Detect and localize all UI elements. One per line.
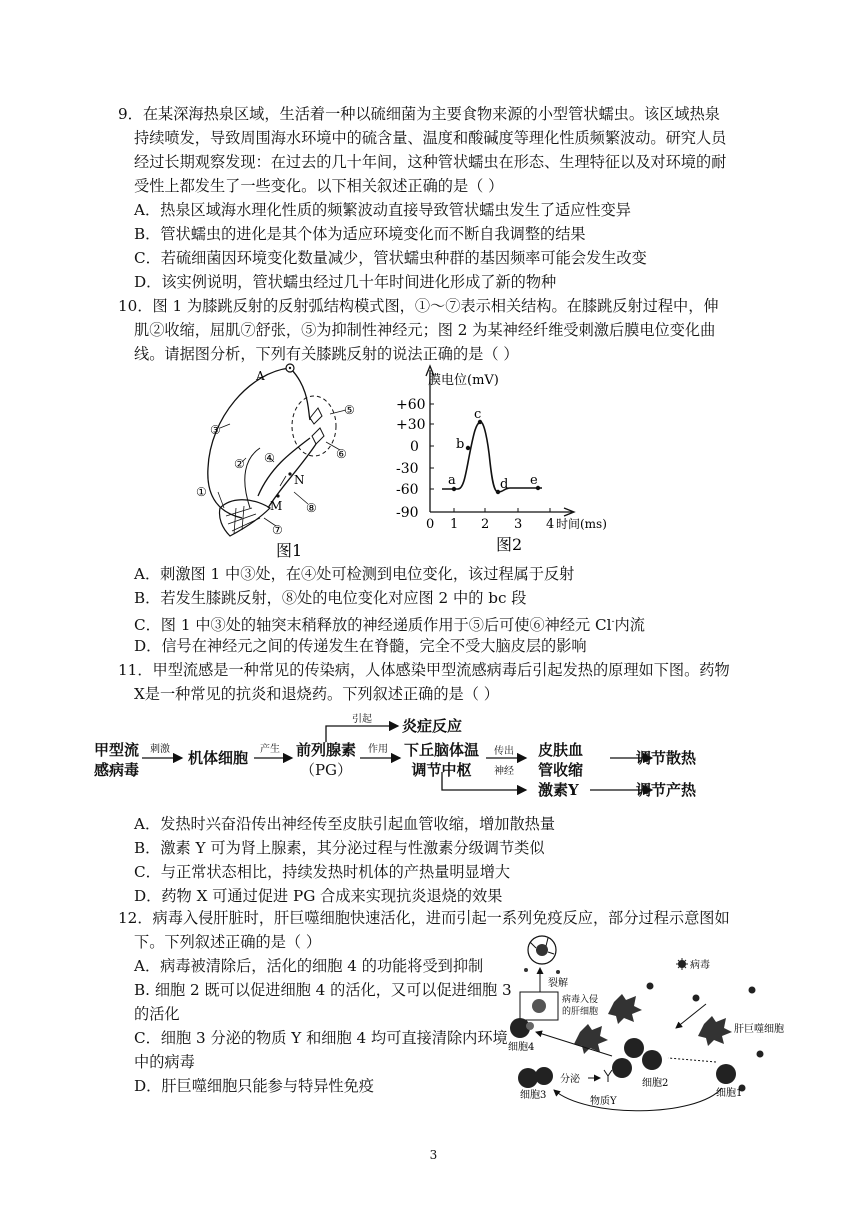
q10-stem-line: 线。请据图分析，下列有关膝跳反射的说法正确的是（ ）: [134, 345, 519, 363]
fig1-label-2: ②: [234, 457, 245, 471]
membrane-potential-chart: [392, 362, 632, 558]
q12-option-b: B. 细胞 2 既可以促进细胞 4 的活化，又可以促进细胞 3: [134, 981, 512, 999]
q10-stem-line: 肌②收缩，屈肌⑦舒张，⑤为抑制性神经元；图 2 为某神经纤维受刺激后膜电位变化曲: [134, 321, 716, 339]
q12-option-c-cont: 中的病毒: [134, 1053, 195, 1071]
q10-option-c-sup: -: [611, 617, 615, 627]
fig2-xtick: 2: [481, 517, 490, 532]
q9-option-a: A．热泉区域海水理化性质的频繁波动直接导致管状蠕虫发生了适应性变异: [134, 201, 631, 219]
q12-option-a: A．病毒被清除后，活化的细胞 4 的功能将受到抑制: [134, 957, 484, 975]
fig1-label-5: ⑤: [344, 403, 355, 417]
q10-option-d: D．信号在神经元之间的传递发生在脊髓，完全不受大脑皮层的影响: [134, 637, 587, 655]
cell3-label: 细胞3: [520, 1090, 547, 1101]
reflex-arc-diagram: [190, 358, 370, 560]
fig2-xtick: 4: [546, 517, 555, 532]
immune-response-diagram: [496, 928, 786, 1114]
q11-option-d: D．药物 X 可通过促进 PG 合成来实现抗炎退烧的效果: [134, 887, 503, 905]
q12-option-c: C．细胞 3 分泌的物质 Y 和细胞 4 均可直接清除内环境: [134, 1029, 508, 1047]
q10-option-c-tail: 内流: [614, 616, 645, 635]
q10-option-a: A．刺激图 1 中③处，在④处可检测到电位变化，该过程属于反射: [134, 565, 575, 583]
q10-option-c-text: C．图 1 中③处的轴突末稍释放的神经递质作用于⑤后可使⑥神经元 Cl: [134, 616, 612, 635]
q9-stem-line: 受性上都发生了一些变化。以下相关叙述正确的是（ ）: [134, 177, 504, 195]
secrete-label: 分泌: [560, 1074, 580, 1085]
fig1-label-a: A: [256, 369, 265, 383]
q10-option-b: B．若发生膝跳反射，⑧处的电位变化对应图 2 中的 bc 段: [134, 589, 527, 607]
flow-text: （PG）: [299, 761, 353, 779]
lyse-label: 裂解: [548, 978, 568, 989]
q12-option-b-cont: 的活化: [134, 1005, 180, 1023]
flow-text: 管收缩: [538, 761, 584, 779]
q12-option-d: D．肝巨噬细胞只能参与特异性免疫: [134, 1077, 374, 1095]
fig2-xlabel: 时间(ms): [556, 517, 607, 531]
flow-edge-efferent: 传出: [494, 746, 514, 757]
q11-option-b: B．激素 Y 可为肾上腺素，其分泌过程与性激素分级调节类似: [134, 839, 545, 857]
flow-edge-act: 作用: [368, 744, 388, 755]
substance-y-label: 物质Y: [590, 1096, 617, 1107]
flow-node-hormone-y: 激素Y: [538, 781, 579, 799]
fig2-caption: 图2: [496, 535, 523, 554]
q9-stem-line: 持续喷发，导致周围海水环境中的硫含量、温度和酸碱度等理化性质频繁波动。研究人员: [134, 129, 727, 147]
q11-option-a: A．发热时兴奋沿传出神经传至皮肤引起血管收缩，增加散热量: [134, 815, 556, 833]
fig2-ytick: -30: [396, 461, 419, 477]
q11-stem-line: X是一种常见的抗炎和退烧药。下列叙述正确的是（ ）: [134, 685, 499, 703]
fig1-label-6: ⑥: [336, 447, 347, 461]
flow-text: 感病毒: [94, 761, 140, 779]
q9-option-c: C．若硫细菌因环境变化数量减少，管状蠕虫种群的基因频率可能会发生改变: [134, 249, 647, 267]
flow-text: 甲型流: [94, 741, 140, 759]
fig2-point-a: a: [448, 473, 456, 488]
flow-node-inflammation: 炎症反应: [402, 717, 463, 735]
infected-cell-label-1: 病毒入侵: [562, 995, 599, 1005]
virus-icon: [676, 958, 688, 970]
flow-edge-produce: 产生: [260, 744, 280, 755]
fig1-label-7: ⑦: [272, 523, 283, 537]
fig2-xtick: 1: [450, 517, 459, 532]
q11-stem-line: 11．甲型流感是一种常见的传染病，人体感染甲型流感病毒后引起发热的原理如下图。药物: [118, 661, 730, 679]
q9-option-d: D．该实例说明，管状蠕虫经过几十年时间进化形成了新的物种: [134, 273, 557, 291]
infected-cell-label-2: 的肝细胞: [562, 1007, 599, 1017]
fig2-point-c: c: [474, 407, 482, 422]
q12-stem-line: 下。下列叙述正确的是（ ）: [134, 933, 322, 951]
flow-edge-cause: 引起: [352, 714, 372, 725]
q9-option-b: B．管状蠕虫的进化是其个体为适应环境变化而不断自我调整的结果: [134, 225, 586, 243]
fig2-ytick: -60: [396, 482, 419, 498]
q9-stem-line: 9．在某深海热泉区域，生活着一种以硫细菌为主要食物来源的小型管状蠕虫。该区域热泉: [118, 105, 720, 123]
flow-node-prostaglandin: [296, 740, 356, 780]
fig1-label-3: ③: [210, 423, 221, 437]
fig2-ytick: 0: [410, 439, 419, 455]
fig1-caption: 图1: [276, 541, 303, 560]
flow-arrows: [90, 708, 710, 808]
flow-text: 前列腺素: [296, 741, 357, 759]
q11-option-c: C．与正常状态相比，持续发热时机体的产热量明显增大: [134, 863, 511, 881]
fig2-ytick: +60: [396, 397, 426, 413]
fig2-xtick: 0: [426, 517, 435, 532]
q10-stem-line: 10．图 1 为膝跳反射的反射弧结构模式图，①～⑦表示相关结构。在膝跳反射过程中，伸: [118, 297, 719, 315]
flow-node-influenza-virus: [94, 740, 139, 780]
fig2-ytick: +30: [396, 417, 426, 433]
fig2-xtick: 3: [514, 517, 523, 532]
fig1-label-8: ⑧: [306, 501, 317, 515]
cell1-label: 细胞1: [716, 1088, 743, 1099]
fig2-ytick: -90: [396, 505, 419, 521]
cell2-label: 细胞2: [642, 1078, 669, 1089]
q10-option-c: [134, 610, 645, 637]
flow-edge-stimulate: 刺激: [150, 744, 170, 755]
fig2-point-e: e: [530, 473, 538, 488]
fig1-label-4: ④: [264, 451, 275, 465]
flow-edge-nerve: 神经: [494, 766, 514, 777]
virus-label: 病毒: [690, 960, 710, 971]
fig1-label-n: N: [294, 473, 305, 487]
flow-node-regulate-heat-production: 调节产热: [636, 781, 697, 799]
fig2-ylabel: 膜电位(mV): [428, 373, 499, 388]
flow-text: 下丘脑体温: [404, 741, 480, 759]
fig1-label-1: ①: [196, 485, 207, 499]
flow-node-regulate-heat-loss: 调节散热: [636, 749, 697, 767]
flow-node-body-cells: 机体细胞: [188, 749, 249, 767]
fig2-point-b: b: [456, 437, 465, 452]
q9-stem-line: 经过长期观察发现：在过去的几十年间，这种管状蠕虫在形态、生理特征以及对环境的耐: [134, 153, 727, 171]
cell4-label: 细胞4: [508, 1042, 535, 1053]
flow-node-vasoconstriction: [538, 740, 583, 780]
q12-stem-line: 12．病毒入侵肝脏时，肝巨噬细胞快速活化，进而引起一系列免疫反应，部分过程示意图如: [118, 909, 730, 927]
flow-node-hypothalamus: [404, 740, 479, 780]
fig1-label-m: M: [270, 499, 283, 513]
flow-text: 皮肤血: [538, 741, 584, 759]
page-number: 3: [429, 1148, 438, 1162]
fig2-point-d: d: [500, 477, 509, 492]
flow-text: 调节中枢: [411, 761, 472, 779]
macrophage-label: 肝巨噬细胞: [734, 1024, 784, 1035]
